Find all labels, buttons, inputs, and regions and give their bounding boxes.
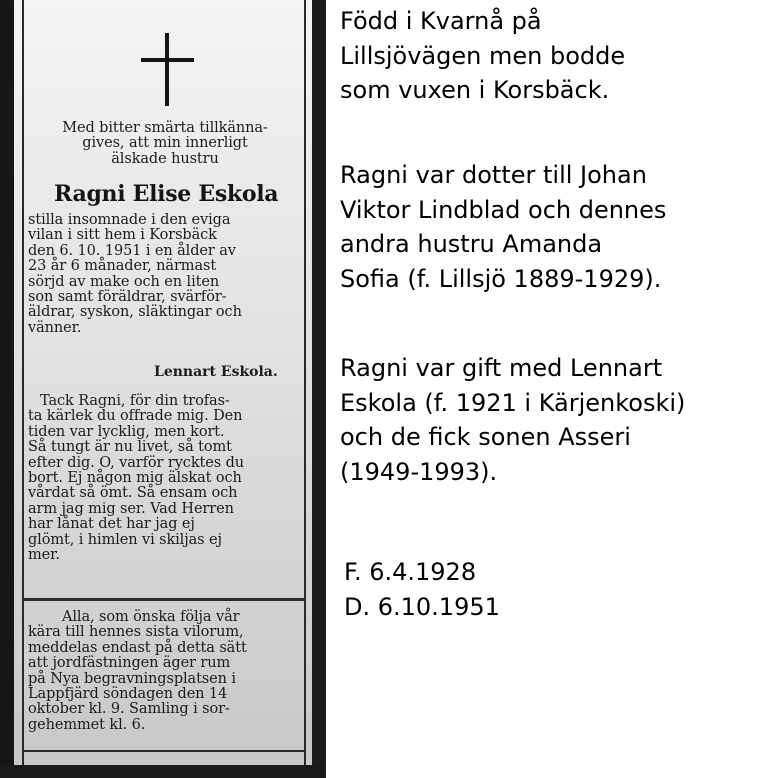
funeral-line: kära till hennes sista vilorum,: [28, 624, 244, 641]
note-marriage: [340, 351, 685, 490]
note-line: Viktor Lindblad och dennes: [340, 195, 667, 224]
funeral-line: gehemmet kl. 6.: [28, 716, 146, 733]
body-line: vilan i sitt hem i Korsbäck: [28, 227, 217, 244]
poem-line: efter dig. O, varför rycktes du: [28, 454, 244, 471]
intro-line: Med bitter smärta tillkänna-: [62, 120, 268, 136]
frame-rule-right: [304, 0, 306, 765]
note-line: och de fick sonen Asseri: [340, 423, 631, 452]
funeral-line: meddelas endast på detta sätt: [28, 639, 247, 656]
poem-line: Så tungt är nu livet, så tomt: [28, 439, 232, 456]
note-birthplace: [340, 4, 625, 108]
cross-icon-vertical: [165, 33, 169, 106]
body-line: den 6. 10. 1951 i en ålder av: [28, 242, 236, 259]
funeral-line: att jordfästningen äger rum: [28, 655, 231, 672]
poem-line: glömt, i himlen vi skiljas ej: [28, 531, 222, 548]
obituary-clipping: [0, 0, 326, 778]
poem-line: arm jag mig ser. Vad Herren: [28, 500, 234, 517]
note-line: Född i Kvarnå på: [340, 7, 542, 35]
intro-line: älskade hustru: [111, 150, 219, 167]
note-line: Lillsjövägen men bodde: [340, 41, 626, 70]
scan-border-left: [0, 0, 14, 778]
body-line: vänner.: [28, 319, 82, 336]
deceased-name: Ragni Elise Eskola: [54, 181, 279, 207]
scan-border-bottom: [0, 765, 326, 778]
funeral-line: på Nya begravningsplatsen i: [28, 670, 236, 687]
note-line: (1949-1993).: [340, 458, 498, 487]
scan-border-right: [312, 0, 326, 778]
obituary-body: [28, 213, 242, 336]
body-line: son samt föräldrar, svärför-: [28, 289, 227, 306]
obituary-signature: Lennart Eskola.: [154, 364, 278, 380]
body-line: sörjd av make och en liten: [28, 273, 220, 290]
funeral-line: Alla, som önska följa vår: [62, 609, 240, 625]
note-line: Ragni var gift med Lennart: [340, 354, 663, 382]
poem-line: vårdat så ömt. Så ensam och: [28, 485, 238, 502]
note-line: Ragni var dotter till Johan: [340, 161, 647, 189]
poem-line: bort. Ej någon mig älskat och: [28, 470, 242, 487]
section-divider: [22, 598, 306, 601]
poem-line: mer.: [28, 547, 60, 564]
note-dates: [344, 555, 500, 624]
obituary-poem: [28, 394, 244, 563]
cross-icon-horizontal: [141, 58, 194, 62]
frame-rule-bottom: [22, 750, 306, 752]
poem-line: tiden var lycklig, men kort.: [28, 423, 225, 440]
poem-line: har lånat det har jag ej: [28, 516, 195, 533]
frame-rule-left: [22, 0, 24, 765]
death-date: D. 6.10.1951: [344, 592, 500, 621]
note-line: som vuxen i Korsbäck.: [340, 76, 610, 105]
funeral-line: oktober kl. 9. Samling i sor-: [28, 701, 230, 718]
poem-line: ta kärlek du offrade mig. Den: [28, 408, 243, 425]
obituary-intro: [24, 121, 306, 167]
funeral-line: Lappfjärd söndagen den 14: [28, 686, 228, 703]
intro-line: gives, att min innerligt: [82, 135, 248, 152]
body-line: 23 år 6 månader, närmast: [28, 258, 217, 275]
funeral-notice: [28, 610, 247, 733]
body-line: äldrar, syskon, släktingar och: [28, 304, 242, 321]
poem-line: Tack Ragni, för din trofas-: [40, 393, 230, 409]
note-line: andra hustru Amanda: [340, 230, 603, 259]
birth-date: F. 6.4.1928: [344, 558, 477, 586]
note-line: Sofia (f. Lillsjö 1889-1929).: [340, 265, 662, 294]
body-line: stilla insomnade i den eviga: [28, 212, 231, 228]
obituary-paper: [14, 0, 312, 765]
note-line: Eskola (f. 1921 i Kärjenkoski): [340, 388, 686, 417]
note-parents: [340, 158, 666, 297]
